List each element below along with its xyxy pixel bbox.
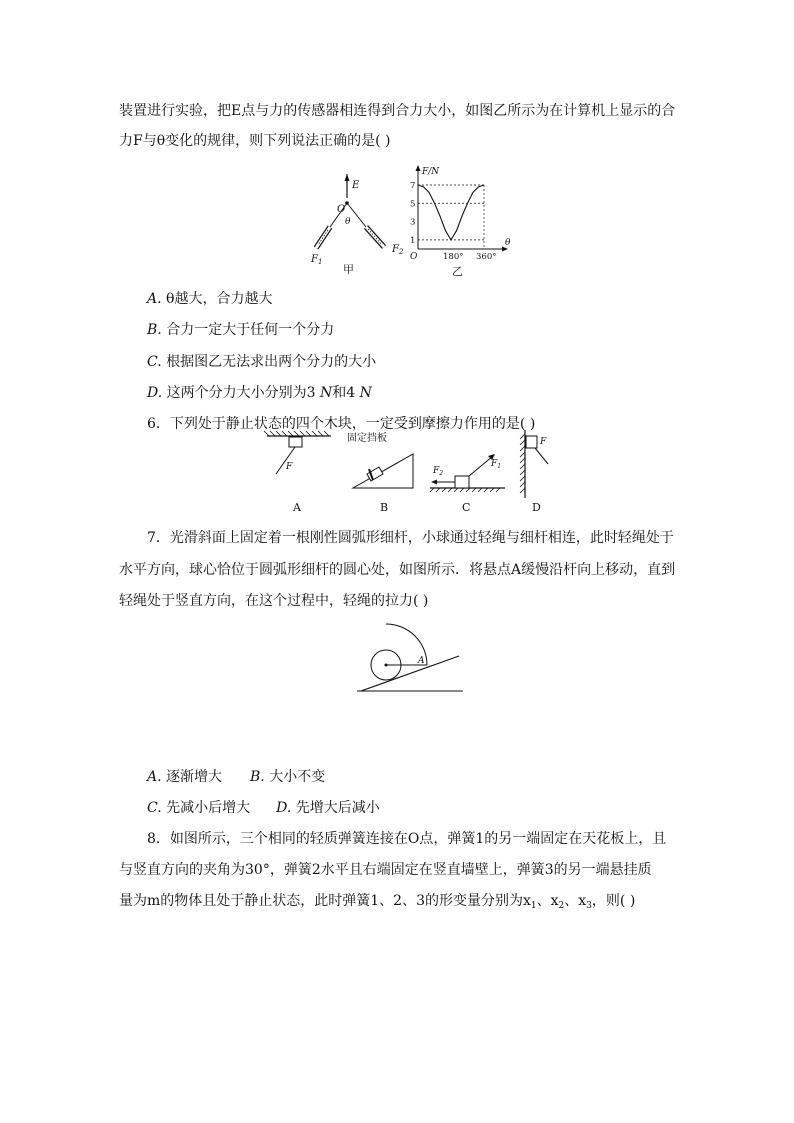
q5-option-d: D. 这两个分力大小分别为3 N和4 N (147, 385, 372, 401)
knot-o (345, 201, 349, 205)
q6-figure-d (520, 430, 548, 514)
x-tick-label: 180° (443, 252, 464, 262)
q6-stem: 6．下列处于静止状态的四个木块，一定受到摩擦力作用的是( ) (147, 416, 536, 432)
x-axis-label: θ (505, 238, 511, 248)
chart-tick-labels (410, 181, 496, 262)
label-a: A (418, 656, 425, 666)
y-tick-label: 7 (410, 181, 416, 191)
svg-text:F1: $F_1$ (491, 459, 502, 470)
q5-line-1: 装置进行实验，把E点与力的传感器相连得到合力大小，如图乙所示为在计算机上显示的合 (119, 103, 676, 119)
label-theta: θ (345, 217, 351, 227)
label-f1: $F_1$ (311, 254, 323, 266)
figure-q7 (355, 612, 467, 694)
origin-label: O (410, 252, 418, 262)
label-e: E (352, 180, 360, 191)
q8-line-1: 8．如图所示，三个相同的轻质弹簧连接在O点，弹簧1的另一端固定在天花板上，且 (147, 831, 667, 847)
q8-line-3: 量为m的物体且处于静止状态，此时弹簧1、2、3的形变量分别为$x_1$、$x_2$、$x_3$，则( ) (119, 893, 636, 911)
q5-option-a: A. θ越大，合力越大 (147, 291, 273, 307)
q6-caption-a: A (293, 501, 301, 514)
chart-axes (410, 165, 511, 262)
q6-caption-b: B (380, 501, 389, 514)
y-axis-arrow-icon (416, 165, 421, 171)
caption-jia: 甲 (343, 263, 354, 276)
chart-yi (400, 163, 516, 278)
q5-line-2: 力F与θ变化的规律，则下列说法正确的是( ) (119, 133, 391, 149)
q7-line-3: 轻绳处于竖直方向，在这个过程中，轻绳的拉力( ) (119, 593, 429, 609)
q8-line-2: 与竖直方向的夹角为30°，弹簧2水平且右端固定在竖直墙壁上，弹簧3的另一端悬挂质 (119, 862, 652, 878)
figure-q6 (255, 428, 555, 518)
q7-line-1: 7．光滑斜面上固定着一根刚性圆弧形细杆，小球通过轻绳与细杆相连，此时轻绳处于 (147, 530, 674, 546)
q6-label-fixed-board: 固定挡板 (347, 433, 387, 444)
y-tick-label: 1 (410, 235, 416, 246)
q5-option-b: B. 合力一定大于任何一个分力 (147, 322, 335, 338)
svg-text:F: F (540, 437, 547, 447)
chart-series-line (418, 185, 484, 240)
q7-options-ab: A. 逐渐增大 B. 大小不变 (147, 769, 326, 785)
q6-figure-c (430, 454, 505, 514)
label-f2: $F_2$ (392, 244, 404, 256)
x-tick-label: 360° (476, 252, 497, 262)
q6-caption-c: C (462, 501, 471, 514)
q7-line-2: 水平方向，球心恰位于圆弧形细杆的圆心处，如图所示．将悬点A缓慢沿杆向上移动，直到 (119, 562, 676, 578)
q5-option-c: C. 根据图乙无法求出两个分力的大小 (147, 354, 377, 370)
q7-options-cd: C. 先减小后增大 D. 先增大后减小 (147, 800, 380, 816)
y-tick-label: 3 (410, 217, 416, 228)
svg-text:F2: $F_2$ (433, 466, 444, 477)
q6-figure-a (264, 431, 331, 514)
figure-jia (300, 172, 410, 276)
caption-yi: 乙 (452, 265, 463, 278)
y-axis-label: F/N (422, 167, 440, 177)
spring-scale-left (316, 227, 330, 248)
label-o: O (337, 204, 346, 215)
y-tick-label: 5 (410, 199, 416, 210)
arrow-up-icon (345, 174, 350, 181)
q6-caption-d: D (532, 501, 541, 514)
q6-figure-b (347, 431, 413, 514)
svg-text:F: F (286, 462, 293, 472)
incline-line (361, 656, 459, 691)
spring-scale-right (366, 227, 384, 247)
